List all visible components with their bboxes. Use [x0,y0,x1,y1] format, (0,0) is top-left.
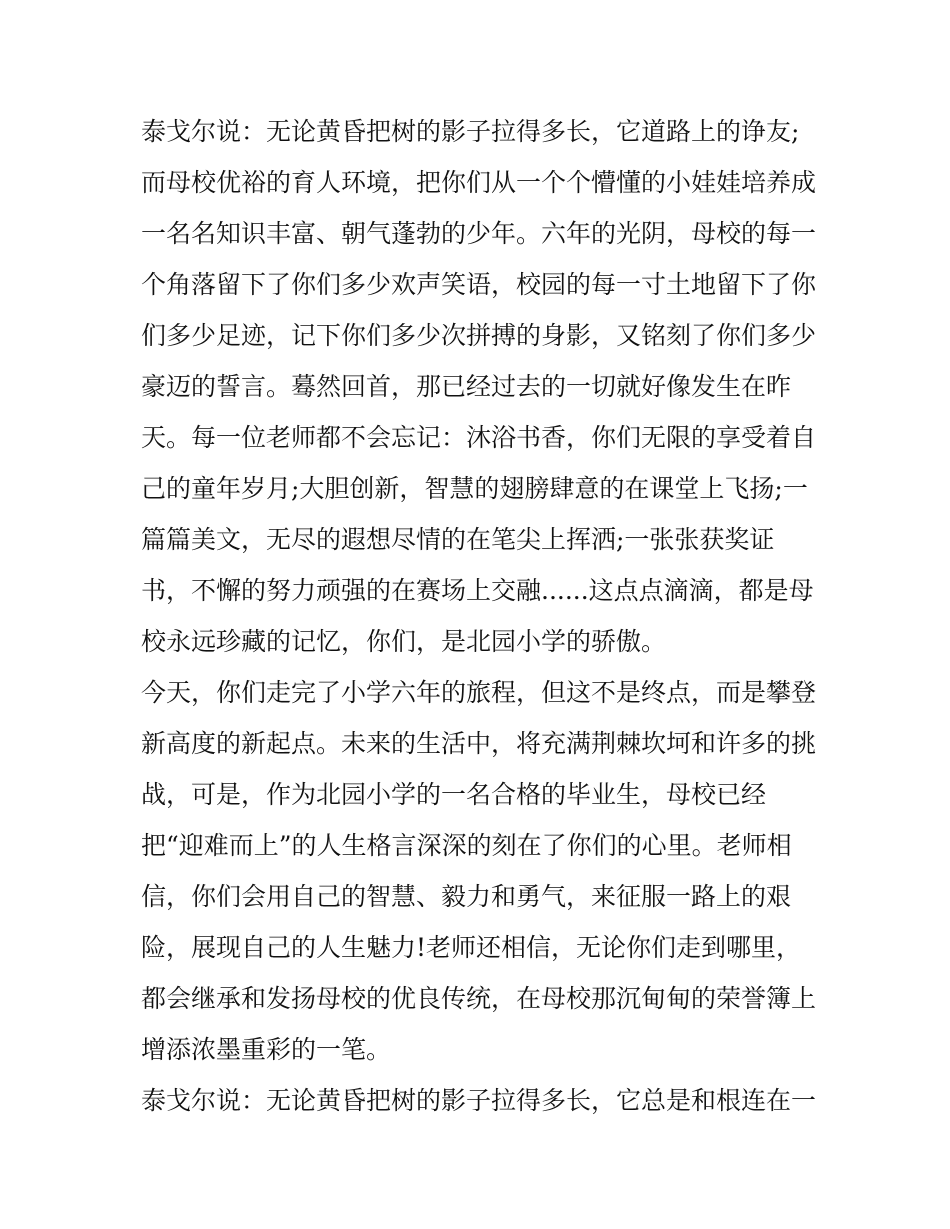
text-line: 今天，你们走完了小学六年的旅程，但这不是终点，而是攀登 [141,678,817,707]
text-line: 己的童年岁月;大胆创新，智慧的翅膀肆意的在课堂上飞扬;一 [141,474,808,503]
text-line: 新高度的新起点。未来的生活中，将充满荆棘坎坷和许多的挑 [141,729,817,758]
text-line: 泰戈尔说：无论黄昏把树的影子拉得多长，它总是和根连在一 [141,1086,817,1115]
text-line: 们多少足迹，记下你们多少次拼搏的身影，又铭刻了你们多少 [141,321,817,350]
text-line: 篇篇美文，无尽的遐想尽情的在笔尖上挥洒;一张张获奖证 [141,525,775,554]
text-line: 校永远珍藏的记忆，你们，是北园小学的骄傲。 [141,627,667,656]
text-line: 天。每一位老师都不会忘记：沐浴书香，你们无限的享受着自 [141,423,817,452]
text-line: 而母校优裕的育人环境，把你们从一个个懵懂的小娃娃培养成 [141,168,817,197]
text-line: 豪迈的誓言。蓦然回首，那已经过去的一切就好像发生在昨 [141,372,792,401]
text-line: 泰戈尔说：无论黄昏把树的影子拉得多长，它道路上的诤友; [141,117,800,146]
text-line: 险，展现自己的人生魅力!老师还相信，无论你们走到哪里， [141,933,802,962]
text-line: 把“迎难而上”的人生格言深深的刻在了你们的心里。老师相 [141,831,792,860]
text-line: 书，不懈的努力顽强的在赛场上交融......这点点滴滴，都是母 [141,576,814,605]
document-body-text [141,106,821,1126]
text-line: 一名名知识丰富、朝气蓬勃的少年。六年的光阴，母校的每一 [141,219,817,248]
text-line: 都会继承和发扬母校的优良传统，在母校那沉甸甸的荣誉簿上 [141,984,817,1013]
text-line: 增添浓墨重彩的一笔。 [141,1035,392,1064]
text-line: 个角落留下了你们多少欢声笑语，校园的每一寸土地留下了你 [141,270,817,299]
text-line: 信，你们会用自己的智慧、毅力和勇气，来征服一路上的艰 [141,882,792,911]
text-line: 战，可是，作为北园小学的一名合格的毕业生，母校已经 [141,780,767,809]
